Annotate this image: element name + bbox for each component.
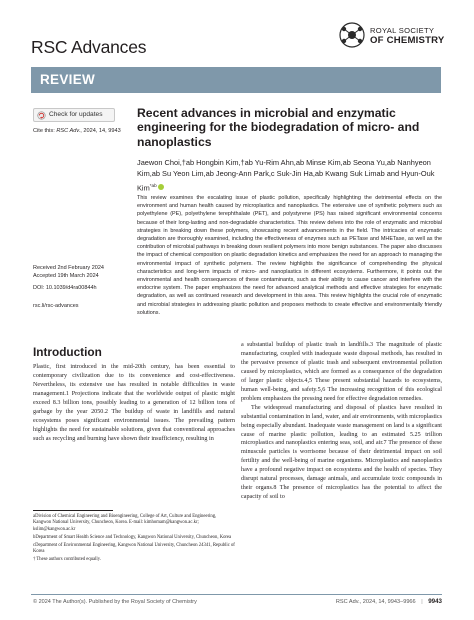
article-title: Recent advances in microbial and enzymatic engineering for the biodegradation of micro- and nanoplastics (137, 106, 420, 149)
author-list (137, 157, 442, 193)
check-for-updates-label: Check for updates (49, 111, 103, 118)
journal-name: RSC Advances (31, 37, 147, 57)
body-paragraph: a substantial buildup of plastic trash in landfills.3 The magnitude of plastic manufacturing, coupled with inadequate waste disposal methods, has resulted in the pervasive presence of plastic trash and subsequent environmental pollution caused by microplastics, which are formed as a consequence of the degradation of larger plastic objects.4,5 These present substantial hazards to ecosystems, human well-being, and safety.5,6 The increasing recognition of this ecological problem emphasizes the pressing need for effective degradation remedies. (241, 342, 442, 402)
footer-divider (31, 594, 442, 595)
publisher-logo[interactable] (337, 20, 449, 60)
footnote-equal-contribution: † These authors contributed equally. (33, 556, 101, 562)
doi-link[interactable]: DOI: 10.1039/d4ra00844h (33, 285, 97, 292)
section-heading-introduction: Introduction (33, 345, 102, 359)
cite-rest: , 2024, 14, 9943 (80, 128, 121, 134)
footer-citation-text: RSC Adv., 2024, 14, 9943–9966 (335, 599, 416, 605)
last-author-affiliation: *ab (149, 182, 157, 188)
body-paragraph: The widespread manufacturing and disposal of plastics have resulted in substantial contamination in land, water, and air environments, with microplastics being especially abundant. Inadequate waste management on land is a significant cause of marine plastic pollution, leading to an estimated 5.25 trillion microplastics and nanoplastics entering seas, soil, and air.7 The presence of these minuscule particles is worrisome because of their detrimental impact on soil fertility and the well-being of marine organisms. Microplastics and nanoplastics have a profound negative impact on ecosystems and the health of species. They disrupt natural processes, damage animals, and accumulate toxic compounds in their organs.8 The presence of microplastics has the potential to affect the capacity of soil to (241, 404, 442, 501)
author-names[interactable]: Jaewon Choi,†ab Hongbin Kim,†ab Yu-Rim Ahn,ab Minse Kim,ab Seona Yu,ab Nanhyeon Kim,ab Su Yeon Lim,ab Jeong-Ann Park,c Suk-Jin Ha,ab Kwang Suk Limab and Hyun-Ouk Kim (137, 158, 435, 193)
body-column-right (241, 341, 442, 502)
orcid-icon[interactable] (158, 184, 164, 190)
article-type-banner (31, 67, 441, 93)
accepted-date: Accepted 19th March 2024 (33, 273, 99, 280)
received-date: Received 2nd February 2024 (33, 265, 104, 271)
footnote-a: aDivision of Chemical Engineering and Bioengineering, College of Art, Culture and Engineering, Kangwon National University, Chuncheon, Korea. E-mail: kimhomam@kangwon.ac.kr; kslim@kangwon.ac.kr (33, 514, 217, 532)
publisher-name-line2: OF CHEMISTRY (370, 35, 445, 46)
article-type-label: REVIEW (40, 72, 96, 87)
rsc-emblem-icon (337, 20, 367, 52)
abstract: This review examines the escalating issue of plastic pollution, specifically highlighting the detrimental effects on the environment and human health caused by microplastics and nanoplastics. The extensive use of synthetic polymers such as polyethylene (PE), polyethylene terephthalate (PET), and polystyrene (PS) has raised significant environmental concerns because of their long-lasting and non-degradable characteristics. This review delves into the role of enzymatic and microbial strategies in breaking down these polymers, showcasing recent advancements in the field. The intricacies of enzymatic degradation are thoroughly examined, including the effectiveness of enzymes such as PETase and MHETase, as well as the contribution of microbial pathways in breaking down resilient polymers into more benign substances. The paper also discusses the impact of chemical composition on plastic degradation kinetics and emphasizes the need for an approach to managing the environmental impact of synthetic polymers. The review highlights the significance of comprehending the physical characteristics and long-term impacts of micro- and nanoplastics in different ecosystems. Furthermore, it points out the environmental and health consequences of these contaminants, such as their ability to cause cancer and interfere with the endocrine system. The paper emphasizes the need for advanced analytical methods and effective strategies for enzymatic degradation, as well as continued research and development in this area. This review highlights the crucial role of enzymatic and microbial strategies in addressing plastic pollution and proposes methods to create effective and environmentally friendly solutions. (137, 195, 442, 316)
journal-link[interactable]: rsc.li/rsc-advances (33, 302, 79, 309)
refresh-icon (37, 111, 46, 120)
body-column-left (33, 363, 235, 444)
footnote-divider (33, 510, 113, 511)
footnote-b: bDepartment of Smart Health Science and Technology, Kangwon National University, Chuncheon, Korea (33, 534, 232, 540)
cite-journal: RSC Adv. (56, 128, 81, 134)
cite-prefix: Cite this: (33, 128, 57, 134)
copyright-notice: © 2024 The Author(s). Published by the Royal Society of Chemistry (33, 599, 197, 605)
page-number: 9943 (428, 598, 442, 605)
footnote-c: cDepartment of Environmental Engineering, Kangwon National University, Chuncheon 24341, Republic of Korea (33, 542, 235, 555)
footer-citation (336, 598, 442, 605)
affiliation-footnotes (33, 514, 235, 565)
article-history (33, 264, 128, 310)
check-for-updates-button[interactable] (33, 108, 115, 122)
publisher-name-line1: ROYAL SOCIETY (370, 26, 435, 35)
citation-line (33, 128, 121, 134)
body-paragraph: Plastic, first introduced in the mid-20th century, has been essential to contemporary civilization due to its convenience and cost-effectiveness. Nevertheless, its extensive use has resulted in notable difficulties in waste management.1 Projections indicate that the worldwide output of plastic might exceed 8.3 billion tons, possibly leading to a generation of 12 billion tons of garbage by the year 2050.2 The buildup of waste in landfills and natural ecosystems poses significant environmental issues. The prevailing pattern highlights the need for sustainable solutions, given that conventional approaches such as recycling and burning have shown their insufficiency, resulting in (33, 364, 235, 442)
footer-separator: | (421, 599, 423, 605)
